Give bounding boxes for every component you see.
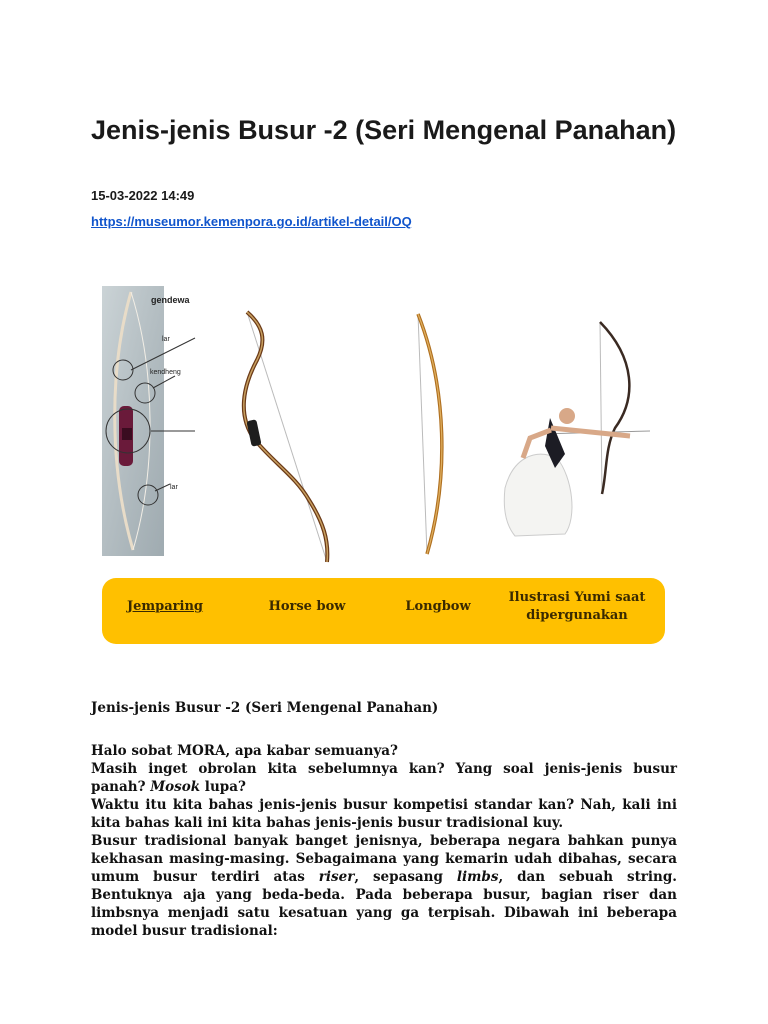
caption-longbow: Longbow: [405, 599, 471, 614]
bow-types-figure: [95, 278, 673, 652]
page-title: Jenis-jenis Busur -2 (Seri Mengenal Panahan): [91, 115, 677, 145]
p4-text-c: , dan sebuah string. Bentuknya aja yang beda-beda. Pada beberapa busur, bagian riser dan limbsnya menjadi satu kesatuan yang ga terpisah. Dibawah ini beberapa model busur tradisional:: [91, 869, 677, 939]
paragraph-4: [91, 832, 677, 940]
longbow-image: [418, 314, 442, 554]
yumi-image: [504, 322, 650, 536]
paragraph-3: Waktu itu kita bahas jenis-jenis busur kompetisi standar kan? Nah, kali ini kita bahas kali ini kita bahas jenis-jenis busur tradisional kuy.: [91, 797, 677, 831]
p4-limbs: limbs: [456, 869, 499, 885]
jemparing-photo: [102, 286, 195, 556]
paragraph-2: [91, 760, 677, 796]
article-body: [91, 742, 677, 940]
caption-yumi-line1: Ilustrasi Yumi saat: [508, 590, 646, 605]
bow-illustrations: [95, 278, 673, 578]
p4-riser: riser: [318, 869, 355, 885]
publish-date: 15-03-2022 14:49: [91, 188, 195, 203]
caption-horse-bow: Horse bow: [268, 599, 346, 614]
p4-text-a: Busur tradisional banyak banget jenisnya, beberapa negara bahkan punya kekhasan masing-masing. Sebagaimana yang kemarin udah dibahas, secara umum busur terdiri atas: [91, 833, 677, 885]
caption-yumi: [497, 589, 657, 625]
paragraph-greeting: Halo sobat MORA, apa kabar semuanya?: [91, 743, 398, 759]
caption-yumi-line2: dipergunakan: [526, 608, 628, 623]
p4-text-b: , sepasang: [354, 869, 457, 885]
label-kendheng: kendheng: [150, 369, 181, 376]
label-gendewa: gendewa: [151, 295, 190, 305]
caption-jemparing: Jemparing: [126, 599, 204, 614]
p2-text-b: lupa?: [200, 779, 246, 795]
horse-bow-image: [244, 312, 328, 562]
label-lar-bottom: lar: [170, 484, 178, 491]
label-lar-top: lar: [162, 336, 170, 343]
article-heading-repeat: Jenis-jenis Busur -2 (Seri Mengenal Panahan): [91, 700, 439, 716]
p2-text-a: Masih inget obrolan kita sebelumnya kan? Yang soal jenis-jenis busur panah?: [91, 761, 677, 795]
p2-italic: Mosok: [150, 779, 201, 795]
source-link[interactable]: https://museumor.kemenpora.go.id/artikel-detail/OQ: [91, 214, 412, 229]
